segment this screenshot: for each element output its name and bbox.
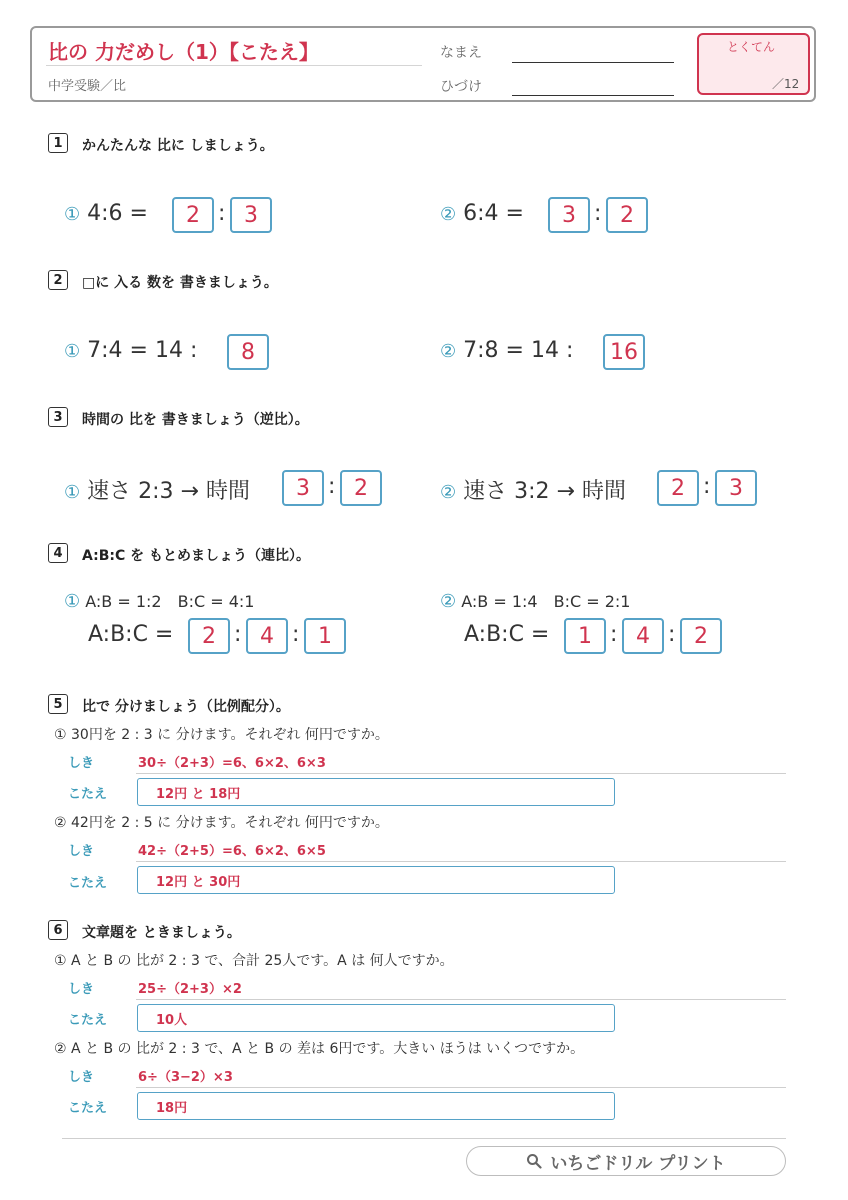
q5-p1-rule — [136, 773, 786, 774]
question-1-title: かんたんな 比に しましょう。 — [82, 138, 274, 154]
q6-p2-kotae-label: こたえ — [68, 1101, 108, 1116]
q5-p2-shiki-label: しき — [68, 844, 95, 859]
q2-p1-equation — [64, 338, 197, 363]
q1-p2-answer-b: 2 — [606, 197, 648, 233]
question-5-title: 比で 分けましょう（比例配分）。 — [82, 699, 290, 715]
page-subtitle: 中学受験／比 — [48, 79, 127, 94]
q4-p1-given — [64, 589, 254, 612]
question-2-title: □に 入る 数を 書きましょう。 — [82, 275, 278, 291]
q3-p2-text: 速さ 3:2 → 時間 — [463, 479, 626, 504]
q3-p2-answer-a: 2 — [657, 470, 699, 506]
q2-p1-text: 7:4 = 14 : — [87, 338, 198, 363]
q3-p1-answer-a: 3 — [282, 470, 324, 506]
question-4-number: 4 — [48, 543, 68, 563]
q3-p2-answer-b: 3 — [715, 470, 757, 506]
question-3-title: 時間の 比を 書きましょう（逆比）。 — [82, 412, 309, 428]
q4-p1-colon-1: : — [234, 622, 242, 647]
q3-p1-colon: : — [328, 474, 336, 499]
name-field[interactable] — [512, 62, 674, 63]
q6-p2-text: ② A と B の 比が 2 : 3 で、A と B の 差は 6円です。大きい ほうは いくつですか。 — [54, 1041, 585, 1057]
question-6-number: 6 — [48, 920, 68, 940]
q3-p2-colon: : — [703, 474, 711, 499]
q4-p2-answer-b: 4 — [622, 618, 664, 654]
q2-p2-mark: ② — [440, 341, 457, 362]
q5-p1-kotae-label: こたえ — [68, 787, 108, 802]
q2-p1-mark: ① — [64, 341, 81, 362]
question-3-number: 3 — [48, 407, 68, 427]
q2-p2-equation — [440, 338, 573, 363]
q1-p2-colon: : — [594, 201, 602, 226]
q2-p2-text: 7:8 = 14 : — [463, 338, 574, 363]
q4-p1-mark: ① — [64, 591, 81, 612]
question-5-number: 5 — [48, 694, 68, 714]
q4-p2-given — [440, 589, 630, 612]
q1-p1-mark: ① — [64, 204, 81, 225]
q5-p1-shiki-label: しき — [68, 756, 95, 771]
q6-p1-answer: 10人 — [137, 1004, 615, 1032]
footer-divider — [62, 1138, 786, 1139]
q6-p1-rule — [136, 999, 786, 1000]
q1-p2-text: 6:4 = — [463, 201, 524, 226]
q4-p1-label: A:B:C = — [88, 622, 174, 647]
q5-p2-shiki: 42÷（2+5）=6、6×2、6×5 — [138, 844, 326, 859]
q6-p1-shiki: 25÷（2+3）×2 — [138, 982, 242, 997]
q4-p1-given-text: A:B = 1:2 B:C = 4:1 — [85, 592, 255, 611]
q2-p1-answer: 8 — [227, 334, 269, 370]
q1-p2-mark: ② — [440, 204, 457, 225]
q6-p1-kotae-label: こたえ — [68, 1013, 108, 1028]
q1-p2-equation — [440, 201, 524, 226]
q6-p2-answer: 18円 — [137, 1092, 615, 1120]
q1-p1-answer-a: 2 — [172, 197, 214, 233]
q1-p1-equation — [64, 201, 148, 226]
q3-p1-answer-b: 2 — [340, 470, 382, 506]
score-label: とくてん — [727, 40, 776, 54]
question-2-number: 2 — [48, 270, 68, 290]
q6-p2-rule — [136, 1087, 786, 1088]
q5-p1-answer: 12円 と 18円 — [137, 778, 615, 806]
q5-p2-rule — [136, 861, 786, 862]
brand-search-bar[interactable] — [466, 1146, 786, 1176]
q4-p1-answer-b: 4 — [246, 618, 288, 654]
q4-p2-mark: ② — [440, 591, 457, 612]
q4-p2-colon-2: : — [668, 622, 676, 647]
q5-p1-text: ① 30円を 2 : 3 に 分けます。それぞれ 何円ですか。 — [54, 727, 389, 743]
q6-p2-shiki-label: しき — [68, 1070, 95, 1085]
header-divider — [46, 65, 422, 66]
q2-p2-answer: 16 — [603, 334, 645, 370]
date-field[interactable] — [512, 95, 674, 96]
search-icon — [526, 1153, 542, 1169]
question-1-number: 1 — [48, 133, 68, 153]
q6-p2-shiki: 6÷（3−2）×3 — [138, 1070, 233, 1085]
q3-p1-equation — [64, 474, 250, 505]
question-4-title: A:B:C を もとめましょう（連比）。 — [82, 548, 310, 564]
q1-p2-answer-a: 3 — [548, 197, 590, 233]
q5-p2-answer: 12円 と 30円 — [137, 866, 615, 894]
q4-p2-label: A:B:C = — [464, 622, 550, 647]
q4-p1-colon-2: : — [292, 622, 300, 647]
q3-p2-equation — [440, 474, 626, 505]
q4-p2-colon-1: : — [610, 622, 618, 647]
q4-p2-answer-c: 2 — [680, 618, 722, 654]
q3-p1-text: 速さ 2:3 → 時間 — [87, 479, 250, 504]
q3-p1-mark: ① — [64, 482, 81, 503]
date-label: ひづけ — [440, 79, 482, 95]
score-total: ／12 — [772, 77, 800, 91]
brand-label: いちごドリル プリント — [550, 1153, 726, 1174]
q4-p2-answer-a: 1 — [564, 618, 606, 654]
q5-p2-text: ② 42円を 2 : 5 に 分けます。それぞれ 何円ですか。 — [54, 815, 389, 831]
question-6-title: 文章題を ときましょう。 — [82, 925, 241, 941]
q1-p1-answer-b: 3 — [230, 197, 272, 233]
q4-p1-answer-c: 1 — [304, 618, 346, 654]
q6-p1-text: ① A と B の 比が 2 : 3 で、合計 25人です。A は 何人ですか。 — [54, 953, 454, 969]
q1-p1-colon: : — [218, 201, 226, 226]
q3-p2-mark: ② — [440, 482, 457, 503]
q5-p1-shiki: 30÷（2+3）=6、6×2、6×3 — [138, 756, 326, 771]
q5-p2-kotae-label: こたえ — [68, 876, 108, 891]
name-label: なまえ — [440, 45, 482, 61]
q1-p1-text: 4:6 = — [87, 201, 148, 226]
q4-p1-answer-a: 2 — [188, 618, 230, 654]
q4-p2-given-text: A:B = 1:4 B:C = 2:1 — [461, 592, 631, 611]
q6-p1-shiki-label: しき — [68, 982, 95, 997]
page-title: 比の 力だめし（1）【こたえ】 — [48, 40, 319, 64]
